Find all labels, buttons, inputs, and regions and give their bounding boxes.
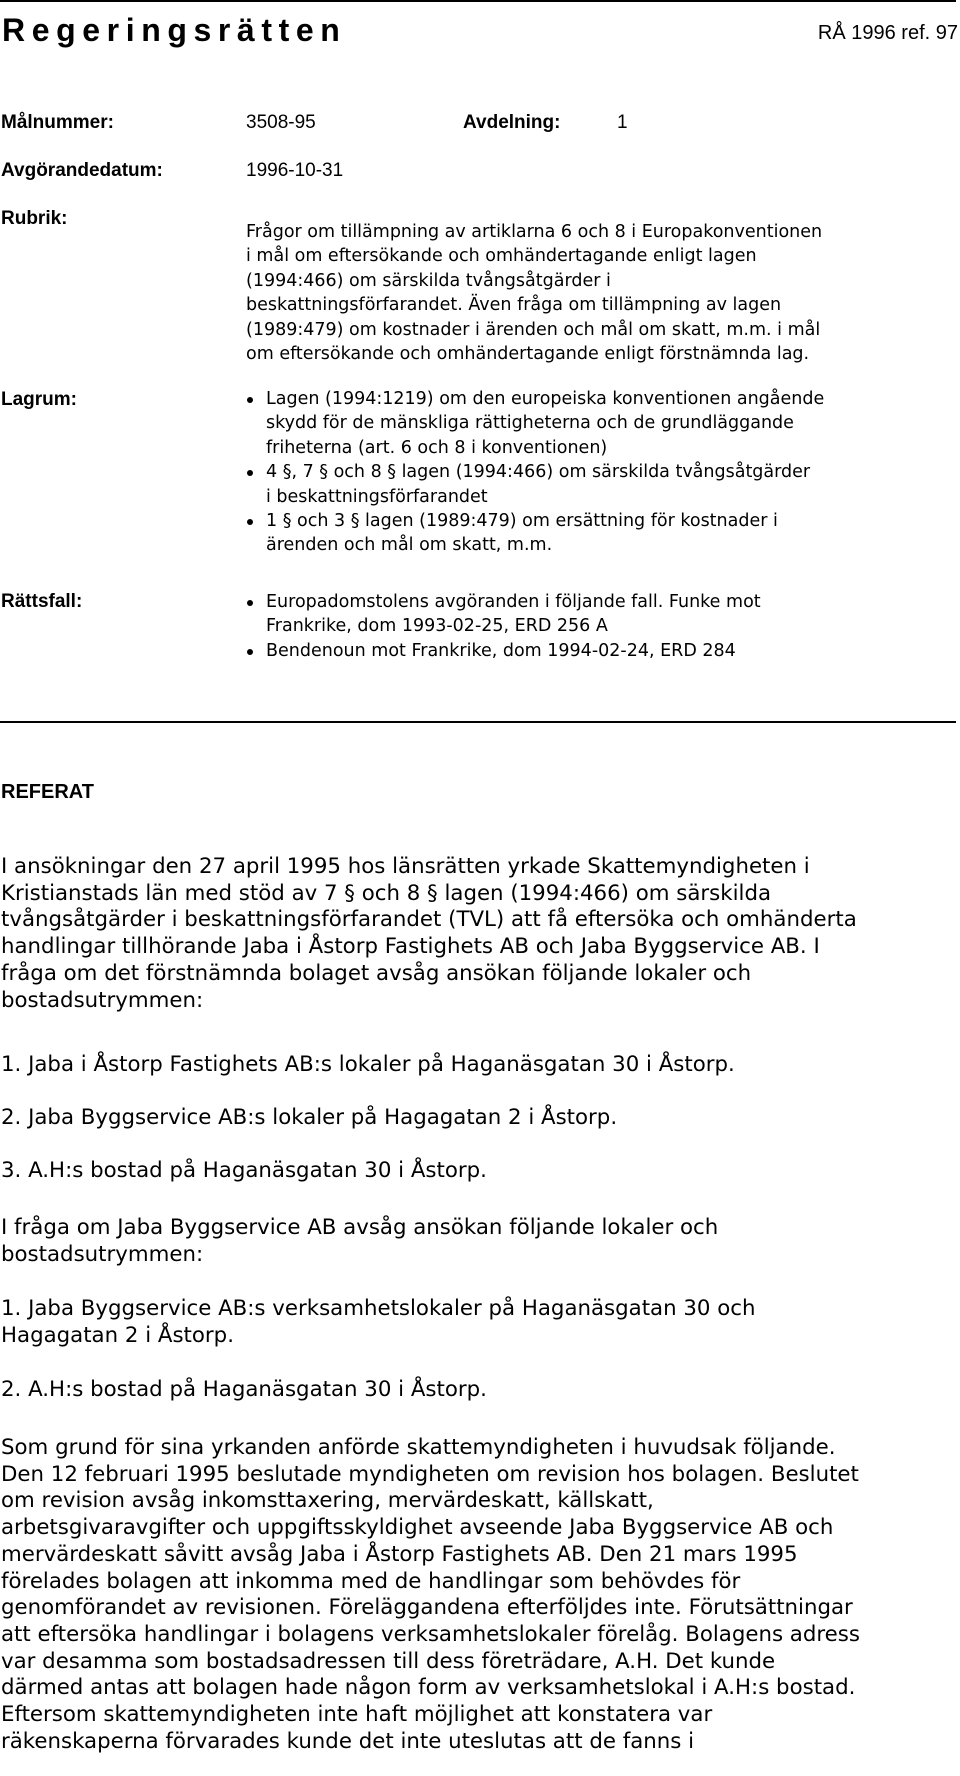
paragraph-line: genomförandet av revisionen. Föreläggandena efterföljdes inte. Förutsättningar: [1, 1595, 853, 1621]
malnummer-label: Målnummer:: [1, 112, 114, 133]
list-item-line: Europadomstolens avgöranden i följande fall. Funke mot: [266, 592, 761, 612]
paragraph-line: I fråga om Jaba Byggservice AB avsåg ansökan följande lokaler och: [1, 1215, 719, 1240]
paragraph-line: handlingar tillhörande Jaba i Åstorp Fastighets AB och Jaba Byggservice AB. I: [1, 934, 820, 960]
paragraph: [1, 1215, 951, 1268]
rubrik-label: Rubrik:: [1, 208, 68, 229]
paragraph: [1, 1435, 951, 1755]
list-item: [246, 509, 952, 558]
lagrum-list: [246, 387, 952, 558]
paragraph-line: tvångsåtgärder i beskattningsförfarandet (TVL) att få eftersöka och omhänderta: [1, 907, 857, 933]
rubrik-line: (1989:479) om kostnader i ärenden och mål om skatt, m.m. i mål: [246, 319, 821, 340]
paragraph-line: 2. A.H:s bostad på Haganäsgatan 30 i Åstorp.: [1, 1377, 487, 1402]
referat-heading: REFERAT: [1, 781, 94, 803]
list-item-line: Lagen (1994:1219) om den europeiska konventionen angående: [266, 389, 825, 409]
paragraph: [1, 854, 951, 1014]
paragraph-line: 1. Jaba Byggservice AB:s verksamhetslokaler på Haganäsgatan 30 och: [1, 1296, 756, 1321]
list-item: [246, 460, 952, 509]
paragraph-line: Den 12 februari 1995 beslutade myndigheten om revision hos bolagen. Beslutet: [1, 1461, 859, 1487]
rubrik-line: Frågor om tillämpning av artiklarna 6 och 8 i Europakonventionen: [246, 222, 823, 242]
paragraph: [1, 1296, 951, 1349]
paragraph-line: räkenskaperna förvarades kunde det inte uteslutas att de fanns i: [1, 1728, 695, 1754]
list-item-line: 4 §, 7 § och 8 § lagen (1994:466) om särskilda tvångsåtgärder: [266, 462, 811, 483]
rubrik-line: om eftersökande och omhändertagande enligt förstnämnda lag.: [246, 344, 810, 365]
paragraph-line: förelades bolagen att inkomma med de handlingar som behövdes för: [1, 1568, 741, 1594]
rubrik-line: i mål om eftersökande och omhändertagande enligt lagen: [246, 246, 757, 267]
paragraph-line: mervärdeskatt såvitt avsåg Jaba i Åstorp Fastighets AB. Den 21 mars 1995: [1, 1541, 798, 1567]
paragraph-line: därmed antas att bolagen hade någon form av verksamhetslokal i A.H:s bostad.: [1, 1675, 856, 1701]
list-item-line: ärenden och mål om skatt, m.m.: [266, 535, 553, 556]
rubrik-line: (1994:466) om särskilda tvångsåtgärder i: [246, 270, 611, 291]
malnummer-value: 3508-95: [246, 112, 316, 133]
paragraph: [1, 1052, 951, 1079]
paragraph-line: om revision avsåg inkomsttaxering, mervärdeskatt, källskatt,: [1, 1488, 654, 1514]
section-divider: [0, 721, 956, 723]
paragraph-line: bostadsutrymmen:: [1, 1241, 204, 1267]
list-item-line: Bendenoun mot Frankrike, dom 1994-02-24, ERD 284: [266, 640, 736, 661]
rattsfall-label: Rättsfall:: [1, 591, 83, 612]
paragraph-line: var desamma som bostadsadressen till dess företrädare, A.H. Det kunde: [1, 1648, 776, 1674]
case-reference: RÅ 1996 ref. 97: [817, 22, 958, 44]
avdelning-value: 1: [617, 112, 628, 133]
header-rule: [0, 0, 956, 2]
paragraph-line: fråga om det förstnämnda bolaget avsåg ansökan följande lokaler och: [1, 960, 752, 986]
list-item-line: Frankrike, dom 1993-02-25, ERD 256 A: [266, 616, 608, 637]
avgorandedatum-label: Avgörandedatum:: [1, 160, 163, 181]
list-item: [246, 387, 952, 460]
list-item-line: friheterna (art. 6 och 8 i konventionen): [266, 437, 608, 458]
rattsfall-list: [246, 590, 952, 663]
paragraph-line: bostadsutrymmen:: [1, 987, 204, 1013]
court-name: Regeringsrätten: [2, 12, 347, 48]
rubrik-line: beskattningsförfarandet. Även fråga om tillämpning av lagen: [246, 295, 782, 316]
list-item: [246, 590, 952, 639]
paragraph-line: Eftersom skattemyndigheten inte haft möjlighet att konstatera var: [1, 1702, 713, 1728]
paragraph-line: att eftersöka handlingar i bolagens verksamhetslokaler förelåg. Bolagens adress: [1, 1621, 860, 1647]
avdelning-label: Avdelning:: [463, 112, 561, 133]
list-item: [246, 639, 952, 663]
avgorandedatum-value: 1996-10-31: [246, 160, 344, 181]
paragraph-line: 3. A.H:s bostad på Haganäsgatan 30 i Åstorp.: [1, 1158, 487, 1183]
lagrum-label: Lagrum:: [1, 389, 77, 410]
list-item-line: skydd för de mänskliga rättigheterna och de grundläggande: [266, 413, 794, 434]
list-item-line: 1 § och 3 § lagen (1989:479) om ersättning för kostnader i: [266, 511, 778, 532]
list-item-line: i beskattningsförfarandet: [266, 486, 488, 507]
rubrik-text: [246, 220, 952, 366]
paragraph-line: 1. Jaba i Åstorp Fastighets AB:s lokaler på Haganäsgatan 30 i Åstorp.: [1, 1052, 735, 1077]
paragraph-line: arbetsgivaravgifter och uppgiftsskyldighet avseende Jaba Byggservice AB och: [1, 1515, 834, 1541]
paragraph: [1, 1377, 951, 1404]
paragraph: [1, 1158, 951, 1185]
paragraph-line: Som grund för sina yrkanden anförde skattemyndigheten i huvudsak följande.: [1, 1435, 836, 1460]
paragraph-line: I ansökningar den 27 april 1995 hos länsrätten yrkade Skattemyndigheten i: [1, 854, 810, 879]
paragraph-line: 2. Jaba Byggservice AB:s lokaler på Hagagatan 2 i Åstorp.: [1, 1105, 618, 1130]
paragraph-line: Kristianstads län med stöd av 7 § och 8 § lagen (1994:466) om särskilda: [1, 880, 772, 906]
paragraph-line: Hagagatan 2 i Åstorp.: [1, 1322, 234, 1348]
paragraph: [1, 1105, 951, 1132]
